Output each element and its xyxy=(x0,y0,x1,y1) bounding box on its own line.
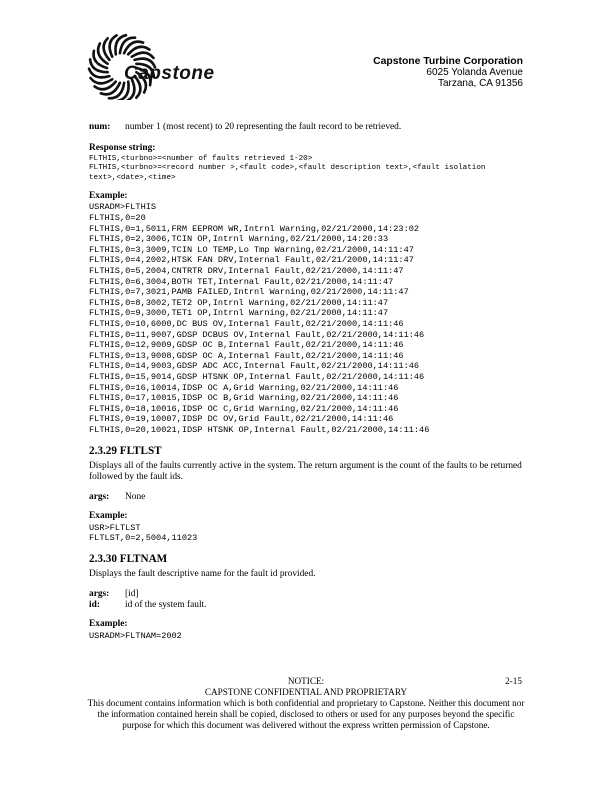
flthis-example-line: FLTHIS,0=8,3002,TET2 OP,Intrnl Warning,02/21/2000,14:11:47 xyxy=(89,297,389,308)
response-line: FLTHIS,<turbno>=<number of faults retrieved 1-20> xyxy=(89,154,313,163)
logo-wordmark: Capstone xyxy=(124,63,215,84)
flthis-example-line: FLTHIS,0=11,9007,GDSP DCBUS OV,Internal Fault,02/21/2000,14:11:46 xyxy=(89,329,425,340)
page-footer xyxy=(0,676,612,731)
fltnam-description: Displays the fault descriptive name for the fault id provided. xyxy=(89,569,316,580)
section-heading-fltnam: 2.3.30 FLTNAM xyxy=(89,552,168,565)
flthis-example-line: FLTHIS,0=19,10007,IDSP DC OV,Grid Fault,02/21/2000,14:11:46 xyxy=(89,414,394,425)
flthis-example-line: USRADM>FLTHIS xyxy=(89,202,157,213)
fltnam-example-label: Example: xyxy=(89,619,128,630)
fltlst-args-label: args: xyxy=(89,491,110,502)
fltnam-id-value: id of the system fault. xyxy=(125,599,207,610)
flthis-example-line: FLTHIS,0=16,10014,IDSP OC A,Grid Warning,02/21/2000,14:11:46 xyxy=(89,382,399,393)
flthis-example-line: FLTHIS,0=10,6000,DC BUS OV,Internal Fault,02/21/2000,14:11:46 xyxy=(89,318,404,329)
num-param-label: num: xyxy=(89,122,111,132)
fltnam-id-label: id: xyxy=(89,599,100,610)
company-address-block xyxy=(373,56,523,89)
company-name: Capstone Turbine Corporation xyxy=(373,56,523,67)
num-param-row xyxy=(89,122,529,133)
flthis-example-line: FLTHIS,0=3,3009,TCIN LO TEMP,Lo Tmp Warning,02/21/2000,14:11:47 xyxy=(89,244,414,255)
flthis-example-line: FLTHIS,0=12,9009,GDSP OC B,Internal Fault,02/21/2000,14:11:46 xyxy=(89,340,404,351)
fltlst-example-line: USR>FLTLST xyxy=(89,522,141,533)
flthis-example-line: FLTHIS,0=5,2004,CNTRTR DRV,Internal Fault,02/21/2000,14:11:47 xyxy=(89,266,404,276)
flthis-example-block xyxy=(89,202,529,435)
notice-label: NOTICE: xyxy=(287,676,325,686)
flthis-example-line: FLTHIS,0=6,3004,BOTH TET,Internal Fault,02/21/2000,14:11:47 xyxy=(89,276,394,287)
address-line-2: Tarzana, CA 91356 xyxy=(437,78,523,89)
response-line: text>,<date>,<time> xyxy=(89,173,176,182)
flthis-example-line: FLTHIS,0=1,5011,FRM EEPROM WR,Intrnl Warning,02/21/2000,14:23:02 xyxy=(89,223,420,234)
page-header xyxy=(0,0,612,110)
fltnam-example-line: USRADM>FLTNAM=2002 xyxy=(89,630,182,641)
flthis-example-line: FLTHIS,0=4,2002,HTSK FAN DRV,Internal Fault,02/21/2000,14:11:47 xyxy=(89,255,414,266)
example-label: Example: xyxy=(89,191,128,202)
turbine-blade xyxy=(91,78,113,83)
fltlst-args-value: None xyxy=(125,491,146,502)
fltlst-args-row xyxy=(89,492,529,503)
fltnam-args-value: [id] xyxy=(125,588,139,599)
flthis-example-line: FLTHIS,0=15,9014,GDSP HTSNK OP,Internal Fault,02/21/2000,14:11:46 xyxy=(89,371,425,382)
fltnam-args-row xyxy=(89,589,529,600)
turbine-blade xyxy=(132,53,154,58)
flthis-example-line: FLTHIS,0=9,3000,TET1 OP,Intrnl Warning,02/21/2000,14:11:47 xyxy=(89,308,389,319)
flthis-example-line: FLTHIS,0=17,10015,IDSP OC B,Grid Warning,02/21/2000,14:11:46 xyxy=(89,393,399,404)
confidential-notice-text: This document contains information which is both confidential and proprietary to Capstone. Neither this document nor the information contained herein shall be copied, disclosed to others or used for any purposes beyond the specific purpose for which this document was delivered without the express written permission of Capstone. xyxy=(87,698,525,730)
address-line-1: 6025 Yolanda Avenue xyxy=(426,67,523,78)
fltlst-example-label: Example: xyxy=(89,511,128,522)
response-line: FLTHIS,<turbno>=<record number >,<fault code>,<fault description text>,<fault isolation xyxy=(89,164,486,173)
num-param-desc: number 1 (most recent) to 20 representing the fault record to be retrieved. xyxy=(125,122,402,132)
fltnam-args-label: args: xyxy=(89,588,110,599)
flthis-example-line: FLTHIS,0=13,9008,GDSP OC A,Internal Fault,02/21/2000,14:11:46 xyxy=(89,350,404,361)
section-heading-fltlst: 2.3.29 FLTLST xyxy=(89,444,162,457)
confidential-title: CAPSTONE CONFIDENTIAL AND PROPRIETARY xyxy=(204,687,408,697)
flthis-example-line: FLTHIS,0=20 xyxy=(89,213,146,224)
page-number: 2-15 xyxy=(505,676,522,686)
flthis-example-line: FLTHIS,0=18,10016,IDSP OC C,Grid Warning,02/21/2000,14:11:46 xyxy=(89,403,399,414)
document-body xyxy=(89,122,529,641)
capstone-logo xyxy=(86,30,226,100)
flthis-example-line: FLTHIS,0=20,10021,IDSP HTSNK OP,Internal Fault,02/21/2000,14:11:46 xyxy=(89,424,430,435)
fltlst-description: Displays all of the faults currently active in the system. The return argument is the count of the faults to be returned followed by the fault ids. xyxy=(89,460,522,483)
fltnam-id-row xyxy=(89,600,529,611)
flthis-example-line: FLTHIS,0=7,3021,PAMB FAILED,Intrnl Warning,02/21/2000,14:11:47 xyxy=(89,287,409,298)
response-string-label: Response string: xyxy=(89,143,156,154)
flthis-example-line: FLTHIS,0=2,3006,TCIN OP,Intrnl Warning,02/21/2000,14:20:33 xyxy=(89,234,389,245)
fltlst-example-line: FLTLST,0=2,5004,11023 xyxy=(89,533,198,544)
flthis-example-line: FLTHIS,0=14,9003,GDSP ADC ACC,Internal Fault,02/21/2000,14:11:46 xyxy=(89,361,420,372)
